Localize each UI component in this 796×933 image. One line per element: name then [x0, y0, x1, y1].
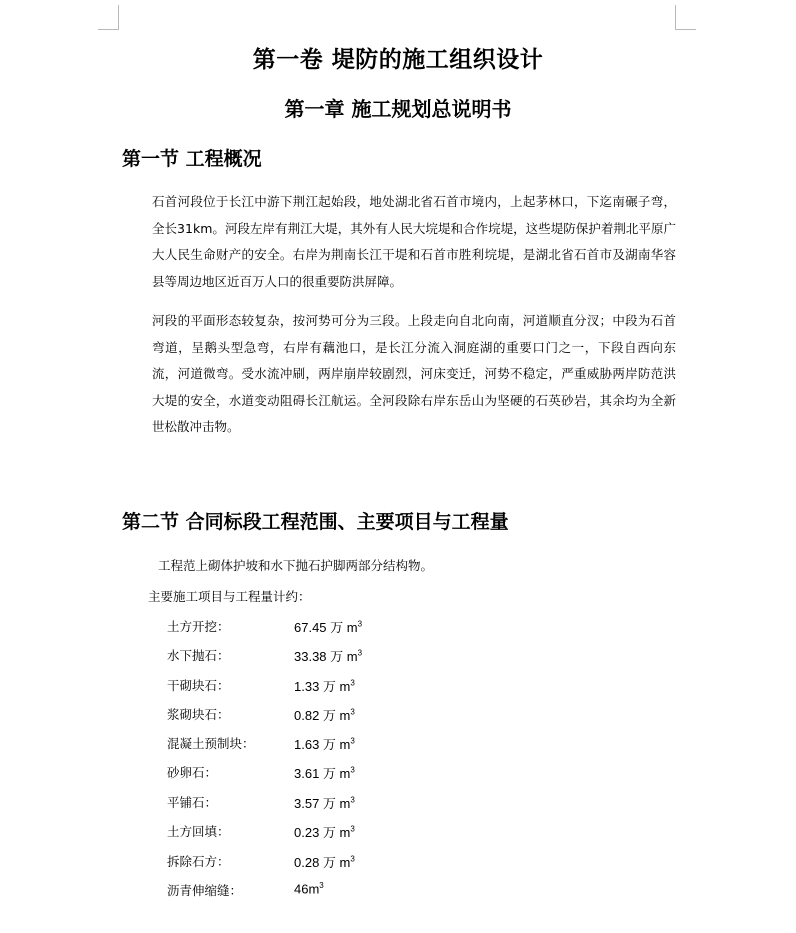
quantity-item-name: 水下抛石： [167, 648, 230, 663]
quantity-item-value: 1.63 万 $m^3$ [294, 736, 355, 752]
chapter-title: 第一章 施工规划总说明书 [284, 97, 512, 121]
quantity-item-name: 砂卵石： [167, 765, 218, 780]
quantity-item-value: 0.28 万 $m^3$ [294, 854, 355, 870]
section1-paragraph-2: 河段的平面形态较复杂，按河势可分为三段。上段走向自北向南，河道顺直分汊；中段为石首弯道，呈鹅头型急弯，右岸有藕池口，是长江分流入洞庭湖的重要口门之一，下段自西向东流，河道微弯。受水流冲刷，两岸崩岸较剧烈，河床变迁，河势不稳定，严重威胁两岸防范洪大堤的安全，水道变动阻碍长江航运。全河段除右岸东岳山为坚硬的石英砂岩，其余均为全新世松散冲击物。 [152, 313, 676, 434]
quantity-item-value: 3.57 万 $m^3$ [294, 795, 355, 811]
quantity-item-value: 67.45 万 $m^3$ [294, 619, 363, 635]
quantity-item-value: 33.38 万 $m^3$ [294, 648, 363, 664]
quantity-item-name: 土方开挖： [167, 619, 230, 634]
quantity-item-name: 平铺石： [167, 795, 218, 810]
quantity-item-value: 0.23 万 $m^3$ [294, 824, 355, 840]
quantity-item-value: 3.61 万 $m^3$ [294, 765, 355, 781]
page-corner-mark-top-left [98, 5, 119, 30]
quantity-item-name: 混凝土预制块： [167, 736, 255, 751]
quantity-item-value: 0.82 万 $m^3$ [294, 707, 355, 723]
section1-paragraph-1: 石首河段位于长江中游下荆江起始段，地处湖北省石首市境内，上起茅林口，下迄南碾子弯，全长31km。河段左岸有荆江大堤，其外有人民大垸堤和合作垸堤，这些堤防保护着荆北平原广大人民生命财产的安全。右岸为荆南长江干堤和石首市胜利垸堤，是湖北省石首市及湖南华容县等周边地区近百万人口的很重要防洪屏障。 [152, 194, 676, 289]
quantity-item-name: 沥青伸缩缝： [167, 883, 243, 898]
quantity-item-value: $46m^3$ [294, 881, 324, 897]
quantity-item-name: 干砌块石： [167, 678, 230, 693]
section2-intro-quantities: 主要施工项目与工程量计约： [148, 589, 311, 604]
quantity-item-value: 1.33 万 $m^3$ [294, 678, 355, 694]
volume-title: 第一卷 堤防的施工组织设计 [252, 47, 544, 73]
section2-title: 第二节 合同标段工程范围、主要项目与工程量 [122, 511, 509, 533]
section1-title: 第一节 工程概况 [122, 148, 262, 170]
quantity-item-name: 土方回填： [167, 824, 230, 839]
quantity-item-name: 拆除石方： [167, 854, 230, 869]
page-corner-mark-top-right [675, 5, 696, 30]
quantity-item-name: 浆砌块石： [167, 707, 230, 722]
section2-intro-scope: 工程范上砌体护坡和水下抛石护脚两部分结构物。 [158, 558, 434, 573]
